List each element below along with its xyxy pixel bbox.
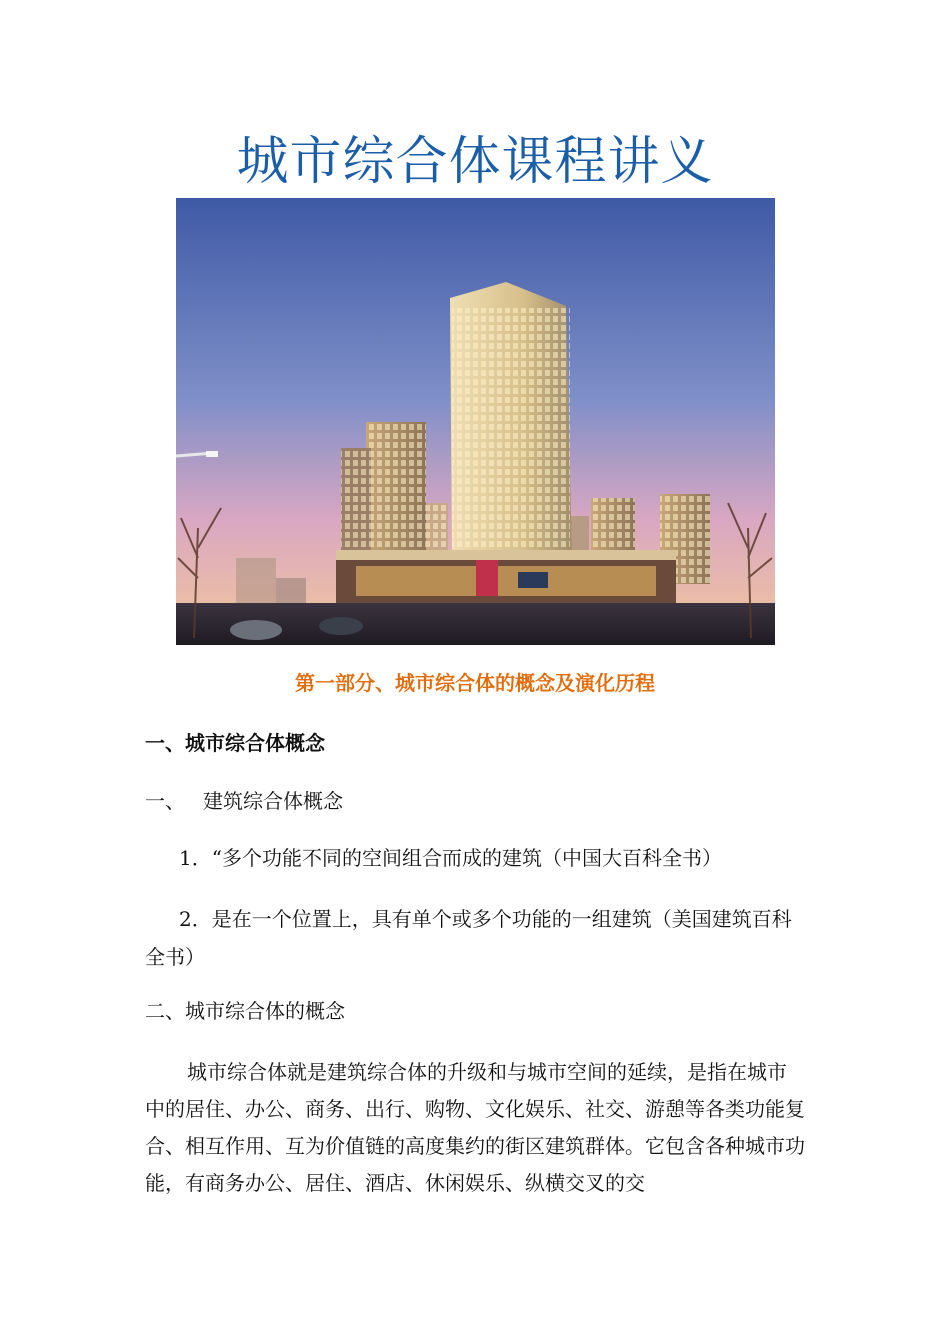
definition-2: 2．是在一个位置上，具有单个或多个功能的一组建筑（美国建筑百科全书） (145, 907, 792, 969)
document-title: 城市综合体课程讲义 (236, 132, 714, 192)
subsection-one-text: 建筑综合体概念 (203, 789, 343, 813)
body-paragraph: 城市综合体就是建筑综合体的升级和与城市空间的延续，是指在城市中的居住、办公、商务、出行、购物、文化娱乐、社交、游憩等各类功能复合、相互作用、互为价值链的高度集约的街区建筑群体。它包含各种城市功能，有商务办公、居住、酒店、休闲娱乐、纵横交叉的交 (145, 1060, 805, 1195)
part-heading: 第一部分、城市综合体的概念及演化历程 (295, 671, 655, 695)
definition-1: 1．“多个功能不同的空间组合而成的建筑（中国大百科全书） (179, 846, 722, 870)
cover-image (176, 198, 775, 645)
section-heading: 一、城市综合体概念 (145, 731, 325, 755)
subsection-one-number: 一、 (145, 789, 185, 813)
subsection-two: 二、城市综合体的概念 (145, 999, 345, 1023)
subsection-one (145, 786, 805, 816)
